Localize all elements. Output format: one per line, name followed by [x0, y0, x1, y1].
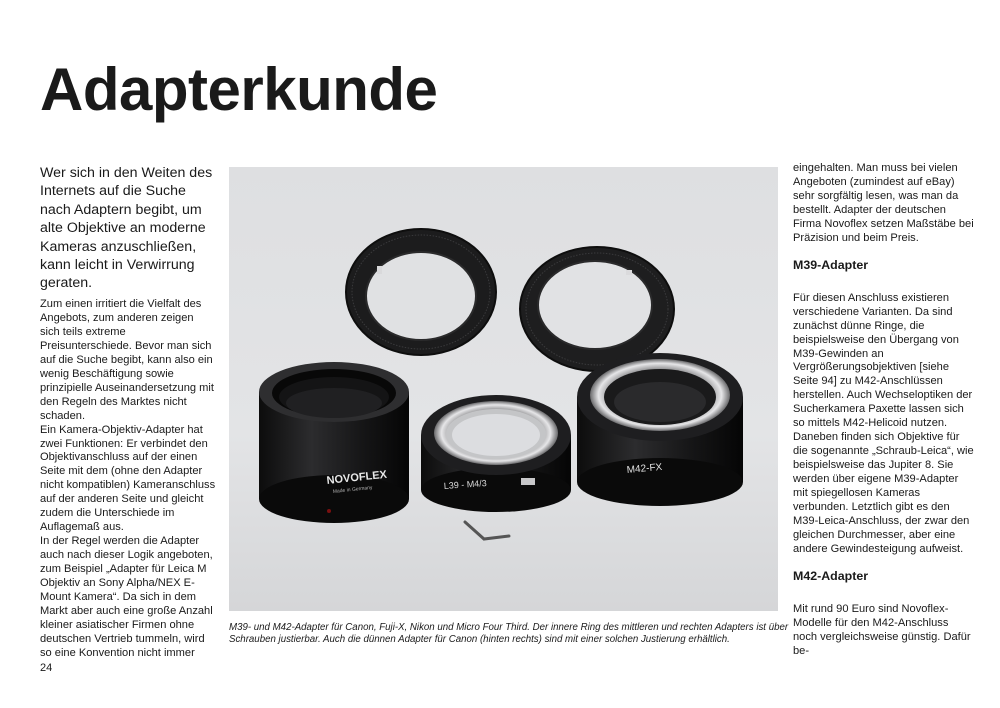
photo-caption: M39- und M42-Adapter für Canon, Fuji-X, Nikon und Micro Four Third. Der innere Ring des mittleren und rechten Adapters ist über Schrauben justierbar. Auch die dünnen Adapter für Canon (hinten rechts) sind mit einer solchen Justierung erhältlich.: [229, 622, 789, 646]
body-column-right: [793, 162, 975, 659]
l39-m43-adapter: [421, 395, 571, 512]
body-paragraph: In der Regel werden die Adapter auch nach dieser Logik angeboten, zum Beispiel „Adapter für Leica M Objektiv an Sony Alpha/NEX E-Mount Kamera“. Da sich in dem Markt aber auch eine große Anzahl kleiner asiatischer Firmen ohne deutschen Vertrieb tummeln, wird so eine Konvention nicht immer: [40, 535, 213, 659]
m42-fx-label: M42-FX: [626, 461, 663, 476]
novoflex-logo: NOVOFLEX: [326, 468, 388, 487]
body-paragraph: Mit rund 90 Euro sind Novoflex-Modelle für den M42-Anschluss noch vergleichsweise günstig. Dafür be-: [793, 602, 971, 657]
thin-adapter-ring-right: [520, 247, 674, 371]
adapter-photo: [229, 167, 778, 611]
intro-paragraph: Wer sich in den Weiten des Internets auf die Suche nach Adaptern begibt, um alte Objektive an moderne Kameras anzuschließen, kann leicht in Verwirrung geraten.: [40, 165, 213, 292]
m39-heading: M39-Adapter: [793, 257, 869, 272]
body-paragraph: Für diesen Anschluss existieren verschiedene Varianten. Da sind zunächst dünne Ringe, die beispielsweise den Übergang von M39-Gewinden an Vergrößerungsobjektiven [siehe Seite 94] zu M42-Anschlüssen herstellen. Auch Wechseloptiken der Sucherkamera Paxette lassen sich so mittels M42-Helicoid nutzen. Daneben finden sich Objektive für die sogenannte „Schraub-Leica“, wie beispielsweise das Jupiter 8. Sie werden über eigene M39-Adapter mit spiegellosen Kameras verbunden. Letztlich gibt es den M39-Leica-Anschluss, der zwar den gleichen Durchmesser, aber eine andere Gewindesteigung aufweist.: [793, 291, 974, 555]
body-paragraph: Zum einen irritiert die Vielfalt des Angebots, zum anderen zeigen sich teils extreme Preisunterschiede. Bevor man sich auf die Suche begibt, kann also ein wenig Beschäftigung sowie prinzipielle Auseinandersetzung mit den Regeln des Marktes nicht schaden.: [40, 298, 214, 422]
m42-heading: M42-Adapter: [793, 568, 869, 583]
m42-fx-adapter: [577, 353, 743, 506]
thin-adapter-ring-left: [346, 229, 496, 355]
page-title: Adapterkunde: [40, 56, 438, 123]
body-paragraph: Ein Kamera-Objektiv-Adapter hat zwei Funktionen: Er verbindet den Objektivanschluss auf der einen Seite mit dem (ohne den Adapter nicht kompatiblen) Kameranschluss auf der anderen Seite und gleicht zudem die Unterschiede im Auflagemaß aus.: [40, 423, 216, 534]
l39-m43-label: L39 - M4/3: [443, 478, 488, 491]
page-number: 24: [40, 662, 53, 674]
body-paragraph: eingehalten. Man muss bei vielen Angeboten (zumindest auf eBay) sehr sorgfältig lesen, was man da bestellt. Adapter der deutschen Firma Novoflex setzen Maßstäbe bei Präzision und beim Preis.: [793, 162, 974, 244]
made-in-germany-label: Made in Germany: [332, 484, 373, 495]
novoflex-adapter: [259, 362, 409, 523]
body-column-left: [40, 298, 216, 661]
